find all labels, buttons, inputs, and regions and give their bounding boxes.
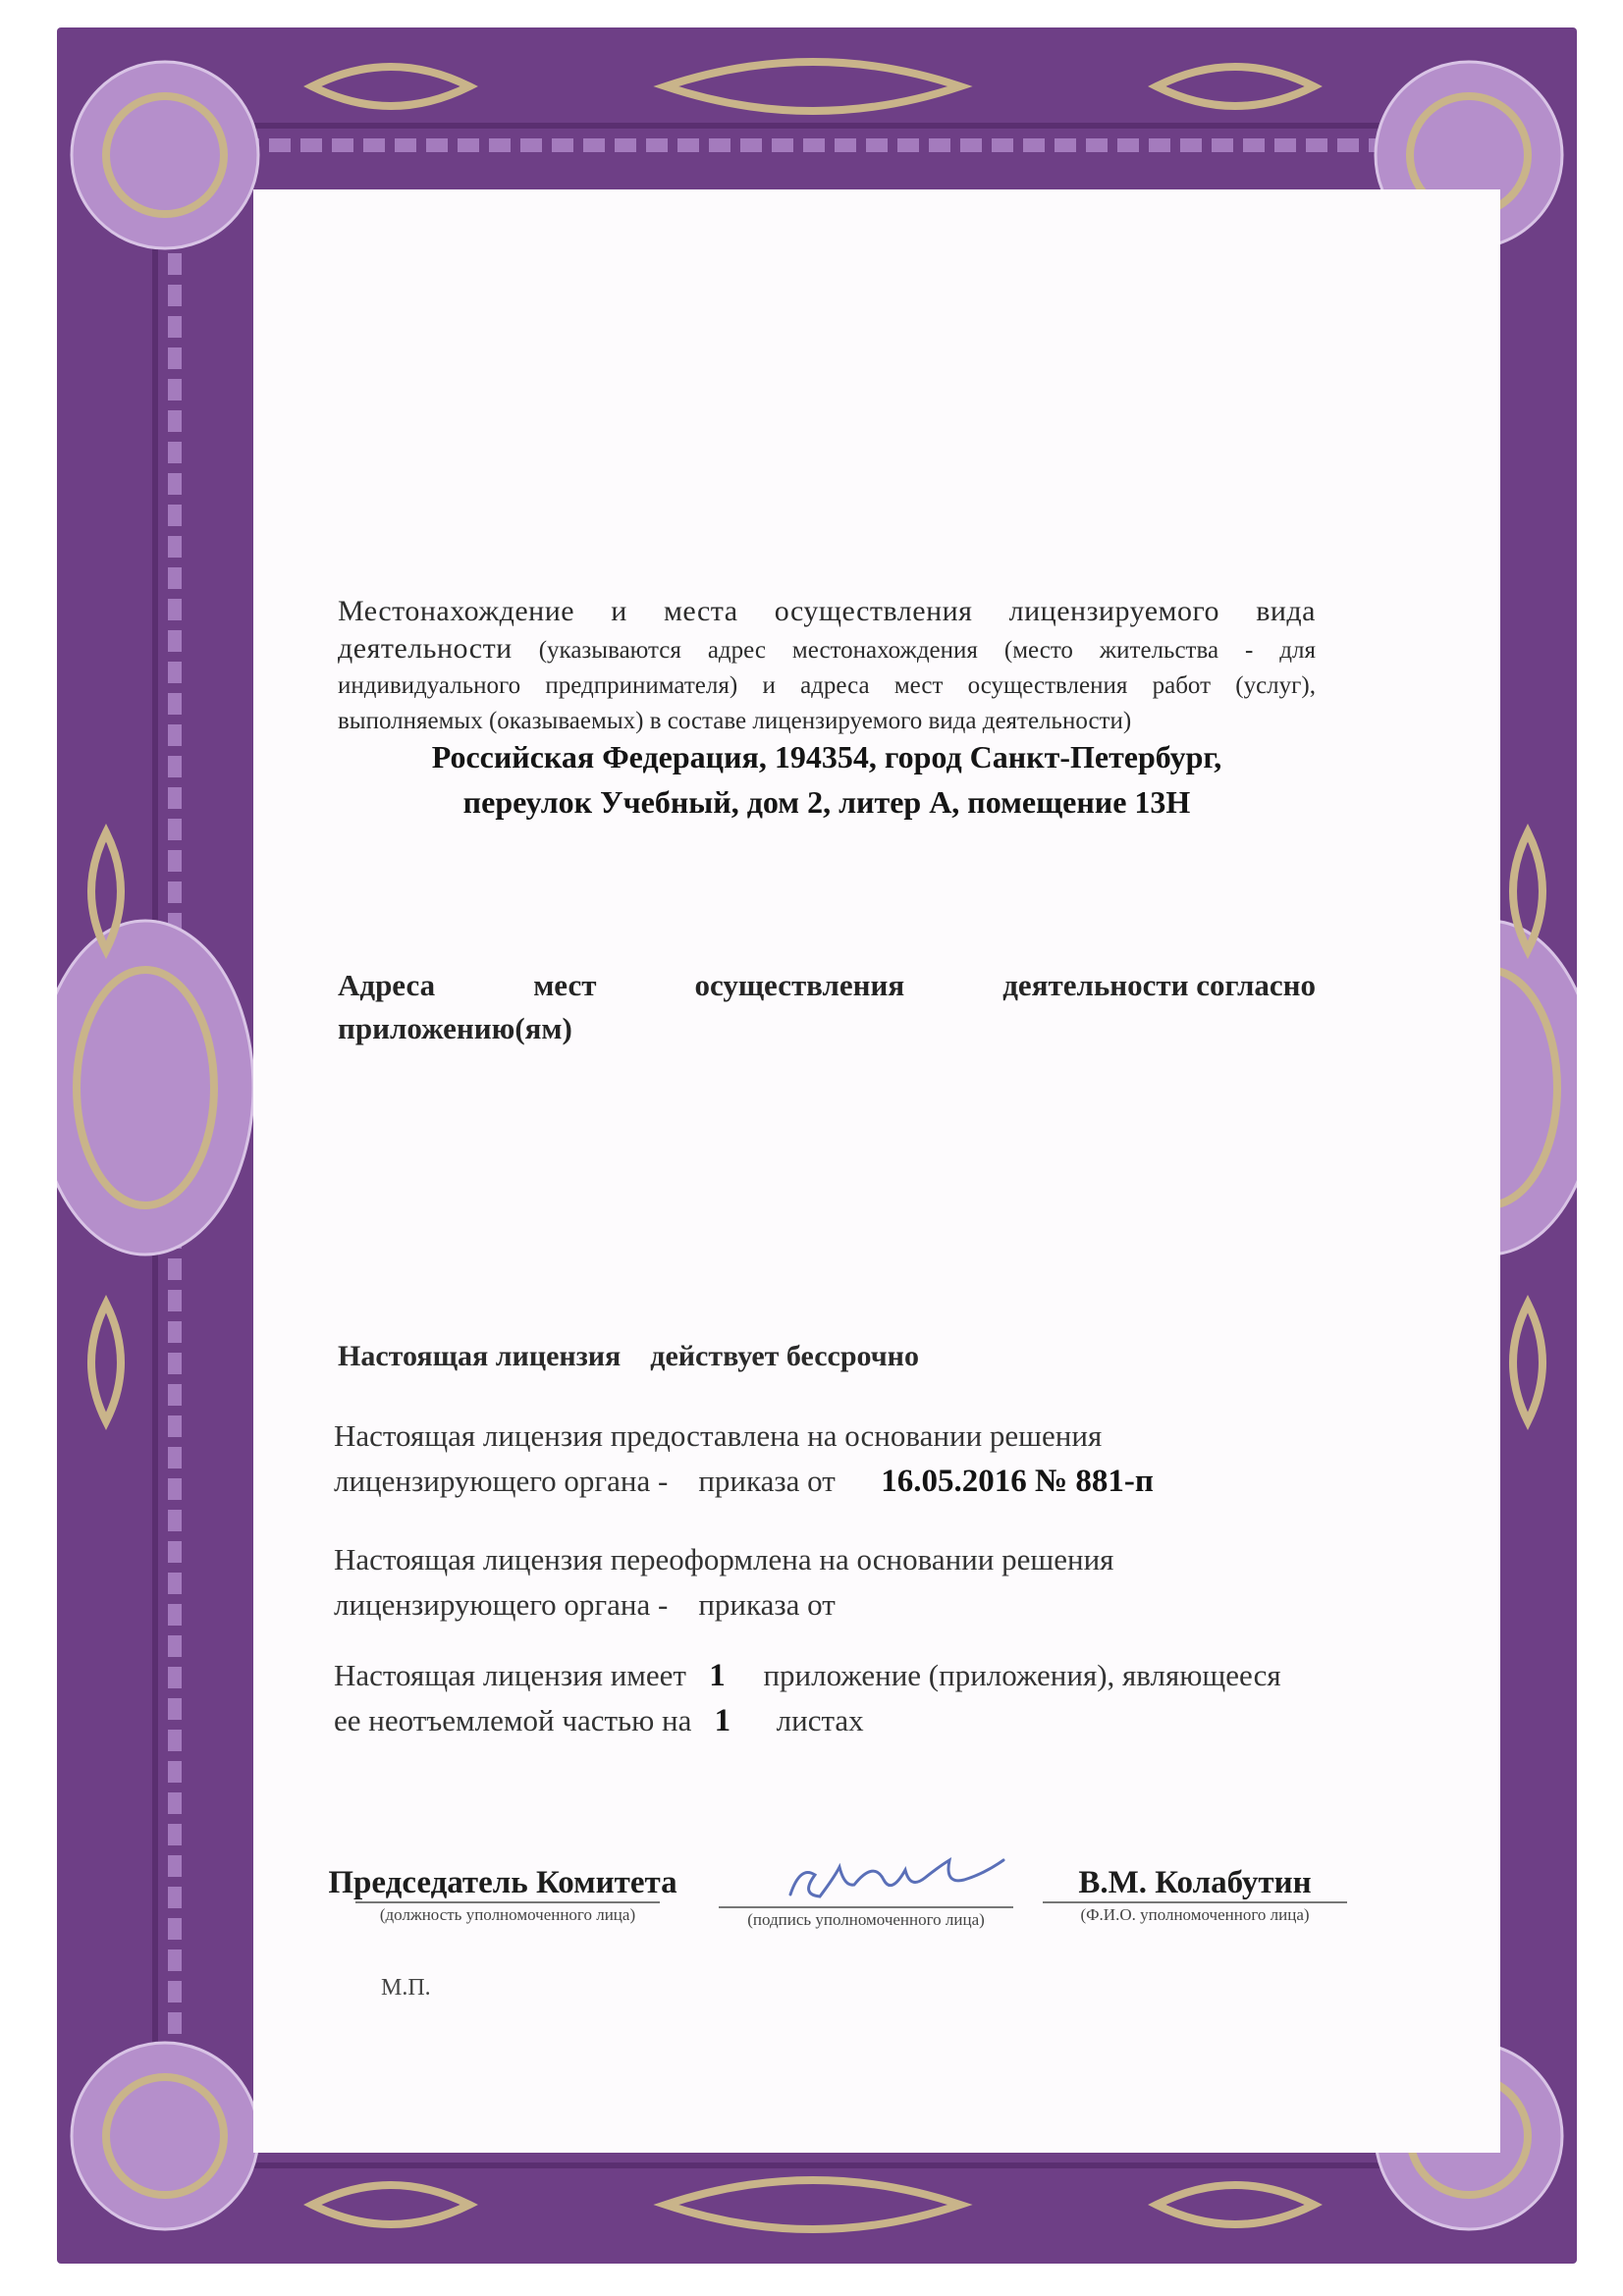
basis-reissued-kind: приказа от xyxy=(698,1587,836,1622)
handwritten-signature xyxy=(785,1855,1021,1914)
appendix-text-1: Настоящая лицензия имеет xyxy=(334,1658,686,1692)
basis-granted-line-1: Настоящая лицензия предоставлена на основании решения xyxy=(334,1418,1103,1453)
signer-name: В.М. Колабутин xyxy=(1078,1865,1312,1900)
places-word-1: Адреса xyxy=(338,968,436,1002)
position-field xyxy=(306,1865,699,1925)
places-line-2: приложению(ям) xyxy=(338,1011,572,1045)
term-value: действует бессрочно xyxy=(650,1340,919,1372)
places-word-4: деятельности согласно xyxy=(1002,968,1316,1002)
appendix-text-3: ее неотъемлемой частью на xyxy=(334,1703,692,1737)
appendix-count: 1 xyxy=(709,1658,726,1693)
address-line-2: переулок Учебный, дом 2, литер А, помещение 13Н xyxy=(462,784,1191,820)
location-heading: Местонахождение и места осуществления лицензируемого вида деятельности xyxy=(338,595,1316,665)
basis-granted-kind: приказа от xyxy=(698,1464,836,1498)
appendix-sheets: 1 xyxy=(714,1703,731,1738)
places-word-2: мест xyxy=(533,968,597,1002)
position-caption: (должность уполномоченного лица) xyxy=(355,1901,660,1925)
basis-reissued-line-2: лицензирующего органа - xyxy=(334,1587,669,1622)
seal-mark: М.П. xyxy=(381,1975,431,2001)
activity-places xyxy=(338,964,1316,1050)
signer-position: Председатель Комитета xyxy=(328,1865,677,1900)
basis-reissued xyxy=(334,1537,1316,1628)
basis-reissued-line-1: Настоящая лицензия переоформлена на основании решения xyxy=(334,1542,1114,1576)
address-line-1: Российская Федерация, 194354, город Санкт-Петербург, xyxy=(431,739,1222,774)
appendix-info xyxy=(334,1653,1316,1743)
places-word-3: осуществления xyxy=(694,968,905,1002)
name-field xyxy=(1043,1865,1347,1925)
name-caption: (Ф.И.О. уполномоченного лица) xyxy=(1043,1901,1347,1925)
location-intro xyxy=(338,594,1316,739)
basis-granted-line-2: лицензирующего органа - xyxy=(334,1464,669,1498)
basis-granted-value: 16.05.2016 № 881-п xyxy=(881,1464,1154,1499)
basis-granted xyxy=(334,1414,1316,1504)
registered-address xyxy=(338,734,1316,825)
license-term xyxy=(338,1340,1316,1373)
appendix-text-2: приложение (приложения), являющееся xyxy=(763,1658,1281,1692)
signature-caption: (подпись уполномоченного лица) xyxy=(719,1906,1013,1930)
location-details: (указываются адрес местонахождения (место жительства - для индивидуального предпринимателя) и адреса мест осуществления работ (услуг), выполняемых (оказываемых) в составе лицензируемого вида деятельности) xyxy=(338,637,1317,734)
appendix-text-4: листах xyxy=(776,1703,864,1737)
term-label: Настоящая лицензия xyxy=(338,1340,622,1372)
